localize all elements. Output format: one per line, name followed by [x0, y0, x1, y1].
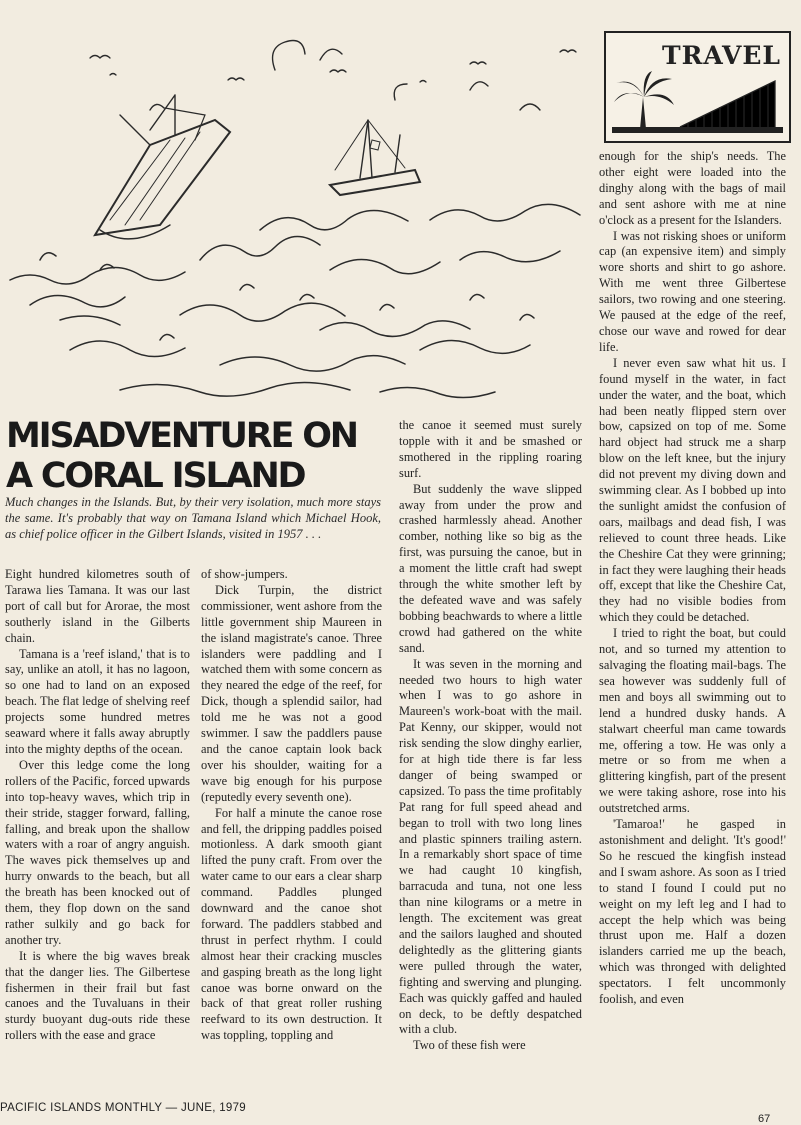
- headline-line-2: A CORAL ISLAND: [6, 456, 305, 496]
- paragraph: enough for the ship's needs. The other eight were loaded into the dinghy along with the bags of mail and sent ashore with me at nine o'clock as a present for the Islanders.: [599, 149, 786, 227]
- paragraph: It was seven in the morning and needed two hours to high water when I was to go ashore in Maureen's work-boat with the mail. Pat Kenny, our skipper, would not risk sending the slow dinghy earlier, for at high tide there is far less danger of being swamped or capsized. To pass the time profitably Pat rang for full speed ahead and began to troll with two long lines and plastic spinners trailing astern. In a remarkably short space of time we had caught 10 kingfish, barracuda and tuna, not one less than nine kilograms or a metre in length. The excitement was great and the sailors laughed and shouted delightedly as the glittering giants were pulled through the water, fighting and swerving and plunging. Each was quickly gaffed and hauled on deck, to be deftly despatched with a club.: [399, 656, 582, 1037]
- wrecked-ship-left-sketch: [95, 95, 230, 239]
- ship-right-sketch: [330, 120, 420, 195]
- paragraph: of show-jumpers.: [201, 567, 288, 581]
- paragraph: For half a minute the canoe rose and fell, the dripping paddles poised motionless. A dark smooth giant lifted the puny craft. From over the water came to our ears a clear sharp command. Paddles plunged downward and the canoe shot forward. The paddlers stabbed and thrust in perfect rhythm. I could almost hear their cracking muscles and gasping breath as the long light canoe was borne onward on the back of that great roller rushing reefward to its own destruction. It was toppling, toppling and: [201, 805, 382, 1043]
- article-column-2: [201, 567, 382, 1044]
- paragraph: Tamana is a 'reef island,' that is to say, unlike an atoll, it has no lagoon, so one had to land on an exposed beach. The flat ledge of shelving reef projects some hundred metres seaward where it falls away abruptly into the mighty depths of the ocean.: [5, 646, 190, 756]
- page-number: 67: [758, 1113, 771, 1125]
- paragraph: 'Tamaroa!' he gasped in astonishment and delight. 'It's good!' So he rescued the kingfish instead and I swam ashore. As soon as I tried to stand I found I could put no weight on my left leg and I had to accept the help which was being thrust upon me. Half a dozen islanders carried me up the beach, which was thronged with delighted spectators. I felt uncommonly foolish, and even: [599, 817, 786, 1007]
- sky-curls-sketch: [150, 41, 540, 111]
- paragraph: the canoe it seemed must surely topple with it and be smashed or smothered in the rippling roaring surf.: [399, 418, 582, 480]
- article-column-4: [599, 149, 786, 1008]
- travel-section-badge: [604, 31, 791, 143]
- paragraph: I was not risking shoes or uniform cap (an expensive item) and simply wore shorts and shirt to go ashore. With me went three Gilbertese sailors, two rowing and one steering. We paused at the edge of the reef, chose our wave and rowed for dear life.: [599, 228, 786, 354]
- paragraph: Eight hundred kilometres south of Tarawa lies Tamana. It was our last port of call but for Arorae, the most southerly island in the Gilberts chain.: [5, 567, 190, 645]
- birds-sketch: [90, 50, 576, 82]
- paragraph: Dick Turpin, the district commissioner, went ashore from the little government ship Maureen in the island magistrate's canoe. Three islanders were paddling and I watched them with some concern as they neared the edge of the reef, for Dick, though a splendid sailor, had told me he was not a good swimmer. I saw the paddlers pause and the canoe captain look back over his shoulder, waiting for a wave big enough for his purpose (reputedly every seventh one).: [201, 582, 382, 804]
- paragraph: It is where the big waves break that the danger lies. The Gilbertese fishermen in their frail but fast canoes and the Tuvaluans in their sturdy buoyant dug-outs ride these rollers with the ease and grace: [5, 948, 190, 1043]
- paragraph: Two of these fish were: [413, 1038, 526, 1053]
- paragraph: I never even saw what hit us. I found myself in the water, in fact under the water, and the boat, which had been neatly flipped stern over bow, capsized on top of me. Some hard object had struck me a sharp blow on the left knee, but the injury did not prevent my diving down and swimming clear. As I bobbed up into the sunlight amidst the confusion of oars, mailbags and dead fish, I was relieved to count three heads. Like the Cheshire Cat they were grinning; in fact they were laughing their heads off, except that like the Cheshire Cat, they had no visible bodies from which they could be detached.: [599, 355, 786, 625]
- palm-tree-icon: [610, 67, 785, 137]
- article-headline: [6, 416, 396, 496]
- paragraph: But suddenly the wave slipped away from under the prow and crashed harmlessly ahead. Another comber, nothing like so big as the first, was pursuing the canoe, but in a moment the little craft had swept through the white smother left by the defeated wave and was safely bobbing beachwards to where a little crowd had gathered on the white sand.: [399, 481, 582, 655]
- publication-footer: PACIFIC ISLANDS MONTHLY — JUNE, 1979: [0, 1102, 246, 1114]
- article-column-1: [5, 567, 190, 1044]
- headline-line-1: MISADVENTURE ON: [6, 416, 357, 456]
- article-column-3: [399, 418, 582, 1054]
- article-standfirst: Much changes in the Islands. But, by their very isolation, much more stays the same. It's probably that way on Tamana Island which Michael Hook, as chief police officer in the Gilbert Islands, visited in 1957 . . .: [5, 495, 381, 541]
- paragraph: I tried to right the boat, but could not, and so turned my attention to salvaging the floating mail-bags. The sea however was suddenly full of men and boys all swimming out to lend a hundred dusky hands. A stalwart cheerful man came towards me, offering a tow. He was only a metre or so from me when a glittering kingfish, part of the present we were taking ashore, rose into his outstretched arms.: [599, 626, 786, 816]
- section-label: TRAVEL: [662, 41, 781, 70]
- shipwreck-illustration: [0, 20, 600, 405]
- paragraph: Over this ledge come the long rollers of the Pacific, forced upwards into top-heavy waves, which trip in their stride, stagger forward, falling, falling, and break upon the shallow waters with a roar of angry anguish. The waves pick themselves up and hurry onwards to the beach, but all the breath has been knocked out of them, they flop down on the sand rather sulkily and go back for another try.: [5, 757, 190, 947]
